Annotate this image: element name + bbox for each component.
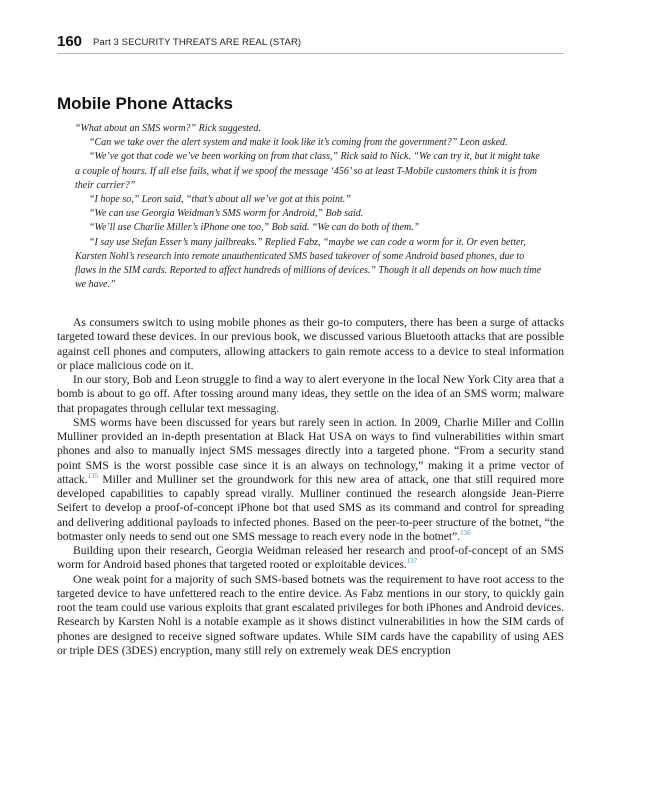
body-text-span: Miller and Mulliner set the groundwork for this new area of attack, one that still required more developed capabilities to capably spread virally. Mulliner continued the research alongside Jean-Pierre Seifert to develop a proof-of-concept iPhone bot that used SMS as its command and control for spreading and delivering additional payloads to infected phones. Based on the peer-to-peer structure of the botnet, “the botmaster only needs to send out one SMS message to reach every node in the botnet”. bbox=[57, 472, 564, 543]
story-line: “We’ll use Charlie Miller’s iPhone one too,” Bob said. “We can do both of them.” bbox=[89, 222, 420, 234]
story-line: “Can we take over the alert system and make it look like it’s coming from the government?” Leon asked. bbox=[89, 137, 508, 149]
body-text-span: SMS worms have been discussed for years but rarely seen in action. In 2009, Charlie Miller and Collin Mulliner provided an in-depth presentation at Black Hat USA on ways to find vulnerabilities within smart phones and also to manually inject SMS messages directly into a targeted phone. “From a security stand point SMS is the worst possible case since it is an always on technology,” making it a prime vector of attack. bbox=[57, 415, 564, 486]
page-number: 160 bbox=[57, 33, 83, 50]
body-text-span: Building upon their research, Georgia Weidman released her research and proof-of-concept of an SMS worm for Android based phones that targeted rooted or exploitable devices. bbox=[57, 544, 564, 572]
running-header bbox=[57, 33, 564, 54]
body-paragraph bbox=[57, 416, 564, 544]
section-title: Mobile Phone Attacks bbox=[57, 94, 234, 113]
footnote-ref-135[interactable]: 135 bbox=[87, 471, 99, 480]
body-paragraph bbox=[57, 544, 564, 573]
part-label: Part 3 SECURITY THREATS ARE REAL (STAR) bbox=[93, 37, 302, 48]
story-line: “We’ve got that code we’ve been working on from that class,” Rick said to Nick. “We can try it, but it might take a couple of hours. If all else fails, what if we spoof the message ‘456’ so at least T-Mobile customers think it is from their carrier?” bbox=[75, 151, 540, 191]
story-excerpt bbox=[75, 122, 547, 292]
story-line: “I hope so,” Leon said, “that’s about all we’ve got at this point.” bbox=[89, 194, 351, 206]
body-paragraph: In our story, Bob and Leon struggle to find a way to alert everyone in the local New York City area that a bomb is about to go off. After tossing around many ideas, they settle on the idea of an SMS worm; malware that propagates through cellular text messaging. bbox=[57, 373, 564, 415]
story-line: “I say use Stefan Esser’s many jailbreaks.” Replied Fabz, “maybe we can code a worm for it. Or even better, Karsten Nohl’s research into remote unauthenticated SMS based takeover of some Android based phones, due to flaws in the SIM cards. Reported to affect hundreds of millions of devices.” Though it all depends on how much time we have.” bbox=[75, 236, 541, 291]
story-line: “What about an SMS worm?” Rick suggested. bbox=[75, 123, 261, 134]
story-line: “We can use Georgia Weidman’s SMS worm for Android,” Bob said. bbox=[89, 208, 364, 220]
body-paragraph: One weak point for a majority of such SMS-based botnets was the requirement to have root access to the targeted device to have unfettered reach to the entire device. As Fabz mentions in our story, to quickly gain root the team could use various exploits that grant escalated privileges for both iPhones and Android devices. Research by Karsten Nohl is a notable example as it shows distinct vulnerabilities in how the SIM cards of phones are designed to receive signed software updates. While SIM cards have the capability of using AES or triple DES (3DES) encryption, many still rely on extremely weak DES encryption bbox=[57, 572, 564, 657]
footnote-ref-136[interactable]: 136 bbox=[460, 528, 471, 537]
body-paragraph: As consumers switch to using mobile phones as their go-to computers, there has been a surge of attacks targeted toward these devices. In our previous book, we discussed various Bluetooth attacks that are possible against cell phones and computers, allowing attackers to gain remote access to a device to steal information or place malicious code on it. bbox=[57, 316, 564, 372]
footnote-ref-137[interactable]: 137 bbox=[406, 557, 418, 566]
body-text bbox=[57, 316, 564, 658]
